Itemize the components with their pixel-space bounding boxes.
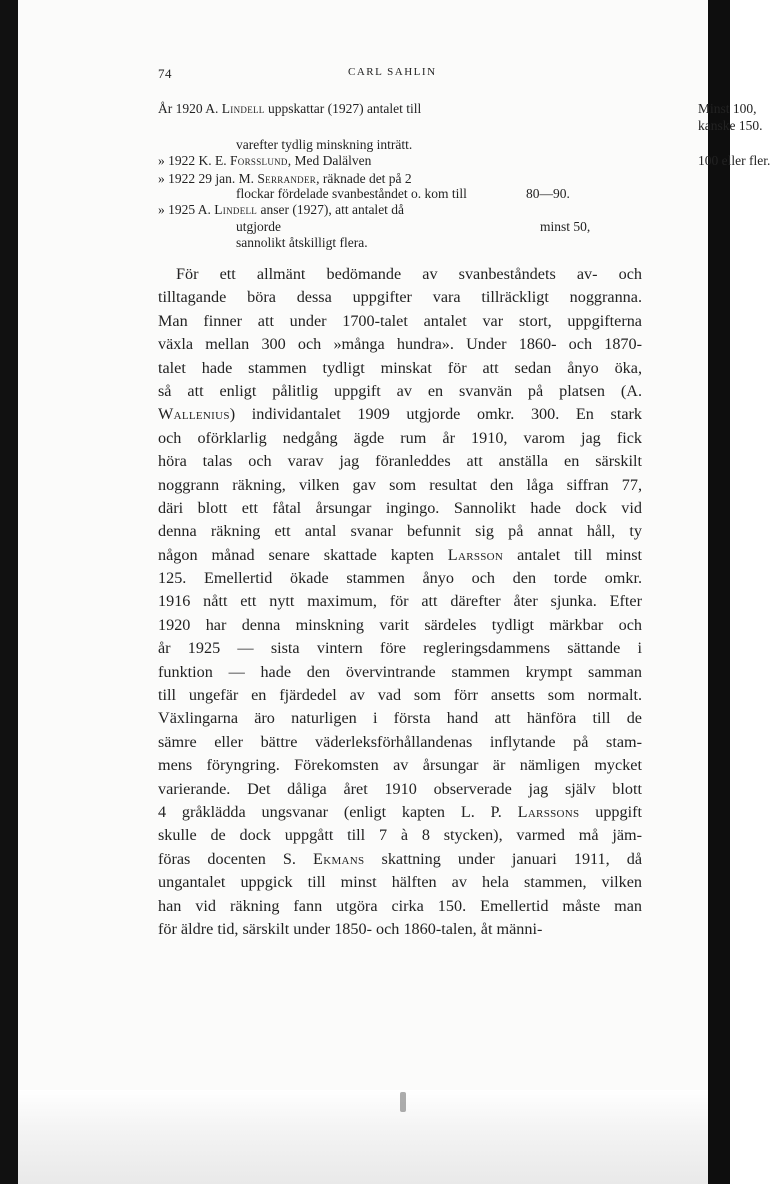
observer-name: Forsslund — [230, 153, 288, 168]
scan-smudge — [400, 1092, 406, 1112]
text-line: 1916 nått ett nytt maximum, för att därefter åter sjunka. Efter — [158, 592, 642, 611]
observation-row-3-cont — [236, 185, 570, 202]
text-fragment: uppgift — [579, 802, 642, 821]
obs-1-count: Minst 100, — [698, 101, 757, 116]
text-line — [158, 801, 642, 824]
text-line: Växlingarna äro naturligen i första hand att hänföra till de — [158, 709, 642, 728]
text-line: för äldre tid, särskilt under 1850- och 1860-talen, åt männi- — [158, 919, 543, 938]
person-name: Larsson — [447, 545, 504, 564]
text-line: tilltagande böra dessa uppgifter vara tillräckligt noggranna. — [158, 288, 642, 307]
text-line: skulle de dock uppgått till 7 à 8 stycken), varmed må jäm- — [158, 826, 642, 845]
text-line: han vid räkning fann utgöra cirka 150. Emellertid måste man — [158, 896, 642, 915]
scan-border-right — [708, 0, 730, 1184]
obs-1-text: uppskattar (1927) antalet till — [264, 101, 422, 116]
observation-row-4-cont — [236, 218, 591, 235]
person-name: Ekmans — [313, 849, 365, 868]
observer-name: Lindell — [221, 101, 265, 116]
text-line: talet hade stammen tydligt minskat för att sedan ånyo öka, — [158, 358, 642, 377]
obs-1-date: År 1920 A. — [158, 101, 222, 116]
obs-3-date: » 1922 29 jan. M. — [158, 171, 258, 186]
observation-row-4 — [158, 201, 404, 218]
observation-row-1b — [158, 117, 763, 134]
text-line: växla mellan 300 och »många hundra». Under 1860- och 1870- — [158, 335, 642, 354]
text-line — [158, 403, 642, 426]
text-line: Man finner att under 1700-talet antalet var stort, uppgifterna — [158, 311, 642, 330]
text-line: varierande. Det dåliga året 1910 observerade jag själv blott — [158, 779, 642, 798]
obs-3-count: 80—90. — [526, 186, 570, 201]
text-line — [158, 544, 642, 567]
scan-bottom-margin — [18, 1090, 708, 1184]
text-line: För ett allmänt bedömande av svanbeståndets av- och — [176, 265, 642, 283]
text-fragment: antalet till minst — [503, 545, 642, 564]
text-line — [158, 848, 642, 871]
obs-4-text: anser (1927), att antalet då — [257, 202, 405, 217]
text-line: denna räkning ett antal svanar befunnit sig på annat håll, ty — [158, 522, 642, 541]
observer-name: Serrander — [257, 171, 317, 186]
obs-2-count: 100 eller fler. — [698, 153, 770, 168]
obs-4-count: minst 50, — [540, 219, 591, 234]
person-name: Wallenius — [158, 405, 230, 424]
page-number: 74 — [158, 66, 172, 81]
text-fragment: 4 gråklädda ungsvanar (enligt kapten L. P. — [158, 802, 518, 821]
scan-border-left — [0, 0, 18, 1184]
text-fragment: någon månad senare skattade kapten — [158, 545, 448, 564]
obs-2-text: , Med Dalälven — [287, 153, 372, 168]
obs-4-cont: utgjorde — [236, 219, 281, 234]
running-head: CARL SAHLIN — [348, 66, 437, 78]
text-line: sämre eller bättre väderleksförhållandenas inflytande på stam- — [158, 732, 642, 751]
text-fragment: skattning under januari 1911, då — [364, 849, 643, 868]
observation-row-2 — [158, 152, 770, 169]
obs-1-count-alt: kanske 150. — [698, 118, 763, 133]
observation-row-4-cont2: sannolikt åtskilligt flera. — [236, 235, 368, 250]
text-fragment: föras docenten S. — [158, 849, 314, 868]
text-line: höra talas och varav jag föranleddes att anställa en särskilt — [158, 452, 642, 471]
text-line: till ungefär en fjärdedel av vad som förr ansetts som normalt. — [158, 686, 642, 705]
text-line: däri blott ett fåtal årsungar ingingo. Sannolikt hade dock vid — [158, 498, 642, 517]
text-line: så att enligt pålitlig uppgift av en svanvän på platsen (A. — [158, 381, 642, 400]
observation-row-1 — [158, 100, 757, 117]
person-name: Larssons — [517, 802, 580, 821]
obs-2-date: » 1922 K. E. — [158, 153, 230, 168]
text-line: ungantalet uppgick till minst hälften av hela stammen, vilken — [158, 873, 642, 892]
text-line: mens föryngring. Förekomsten av årsungar är nämligen mycket — [158, 756, 642, 775]
obs-3-text: , räknade det på 2 — [316, 171, 412, 186]
observation-row-1-cont: varefter tydlig minskning inträtt. — [236, 137, 413, 152]
body-paragraph — [158, 263, 642, 941]
text-line: noggrann räkning, vilken gav som resultat den låga siffran 77, — [158, 475, 642, 494]
text-line: 1920 har denna minskning varit särdeles tydligt märkbar och — [158, 615, 642, 634]
text-fragment: ) individantalet 1909 utgjorde omkr. 300. En stark — [229, 405, 642, 424]
observer-name: Lindell — [214, 202, 258, 217]
text-line: och oförklarlig nedgång ägde rum år 1910, varom jag fick — [158, 428, 642, 447]
text-line: 125. Emellertid ökade stammen ånyo och den torde omkr. — [158, 569, 642, 588]
obs-4-date: » 1925 A. — [158, 202, 215, 217]
text-line: år 1925 — sista vintern före regleringsdammens sättande i — [158, 639, 642, 658]
text-line: funktion — hade den övervintrande stammen krympt samman — [158, 662, 642, 681]
obs-3-cont: flockar fördelade svanbeståndet o. kom till — [236, 186, 467, 201]
